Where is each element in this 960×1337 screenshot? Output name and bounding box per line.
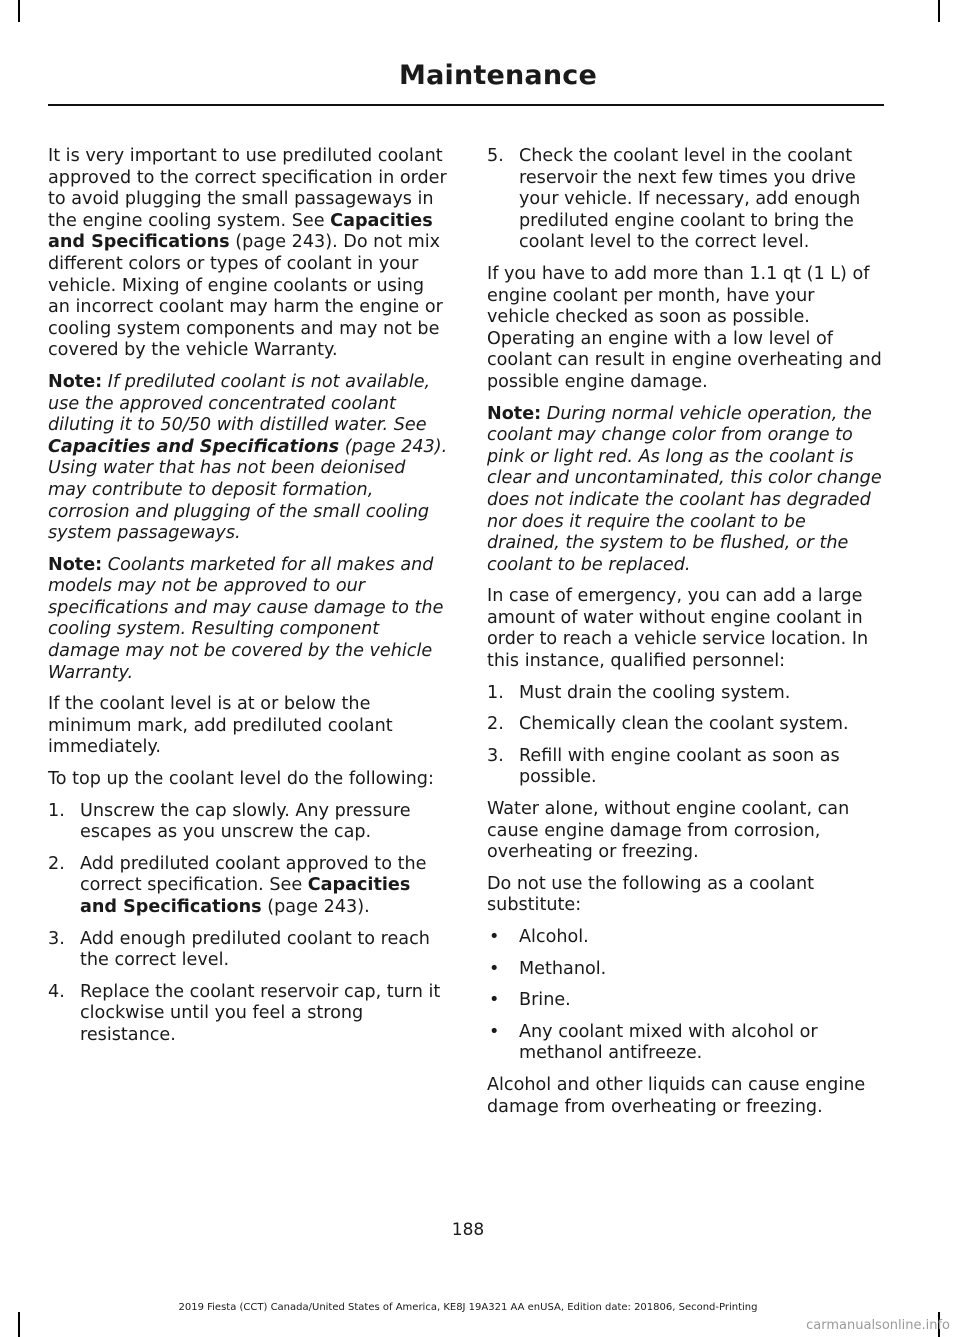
top-up-intro: To top up the coolant level do the following: — [48, 769, 434, 790]
note-coolants-marketed: Note: Coolants marketed for all makes and models may not be approved to our specifications and may cause damage to the cooling system. Resulting component damage may not be covered by the vehicle Warranty. — [48, 554, 444, 683]
footer-edition-info: 2019 Fiesta (CCT) Canada/United States of America, KE8J 19A321 AA enUSA, Edition date: 201806, Second-Printing — [178, 1302, 758, 1313]
top-up-steps — [48, 801, 448, 1047]
list-item: 3. Refill with engine coolant as soon as possible. — [487, 745, 840, 788]
substitute-intro: Do not use the following as a coolant substitute: — [487, 873, 815, 916]
note-color-change: Note: During normal vehicle operation, the coolant may change color from orange to pink or light red. As long as the coolant is clear and uncontaminated, this color change does not indicate the coolant has degraded nor does it require the coolant to be drained, the system to be flushed, or the coolant to be replaced. — [487, 403, 882, 575]
note-prediluted: Note: If prediluted coolant is not available, use the approved concentrated coolant diluting it to 50/50 with distilled water. See Capacities and Specifications (page 243). Using water that has not been deionised may contribute to deposit formation, corrosion and plugging of the small cooling system passageways. — [48, 371, 448, 544]
list-item: • Any coolant mixed with alcohol or methanol antifreeze. — [489, 1021, 818, 1064]
list-item: 5. Check the coolant level in the coolant reservoir the next few times you drive your vehicle. If necessary, add enough prediluted engine coolant to bring the coolant level to the correct level. — [487, 146, 861, 253]
list-item: 2. Chemically clean the coolant system. — [487, 714, 849, 735]
crop-mark-bottom-left — [18, 1312, 20, 1337]
substitute-list — [487, 927, 882, 1065]
capacities-link[interactable]: Capacities and Specifications — [48, 436, 340, 457]
list-item: • Alcohol. — [489, 927, 589, 947]
list-item: 1. Must drain the cooling system. — [487, 682, 791, 703]
watermark: carmanualsonline.info — [806, 1318, 950, 1333]
water-alone-paragraph: Water alone, without engine coolant, can cause engine damage from corrosion, overheating or freezing. — [487, 799, 850, 863]
header-divider — [48, 104, 884, 106]
emergency-steps — [487, 683, 882, 789]
list-item: • Methanol. — [489, 958, 607, 979]
coolant-intro-paragraph: It is very important to use prediluted coolant approved to the correct specification in order to avoid plugging the small passageways in the engine cooling system. See Capacities and Specifications (page 243). Do not mix different colors or types of coolant in your vehicle. Mixing of engine coolants or using an incorrect coolant may harm the engine or cooling system components and may not be covered by the vehicle Warranty. — [48, 146, 447, 361]
list-item: 4. Replace the coolant reservoir cap, turn it clockwise until you feel a strong resistance. — [48, 981, 441, 1045]
list-item: 2. Add prediluted coolant approved to the correct specification. See Capacities and Specifications (page 243). — [48, 853, 427, 917]
page-title: Maintenance — [399, 60, 597, 91]
alcohol-warning-paragraph: Alcohol and other liquids can cause engine damage from overheating or freezing. — [487, 1074, 866, 1117]
list-item: • Brine. — [489, 990, 571, 1011]
page-number: 188 — [451, 1220, 485, 1240]
top-up-steps-continued — [487, 146, 882, 254]
capacities-link[interactable]: Capacities and Specifications — [80, 875, 411, 917]
minimum-mark-paragraph: If the coolant level is at or below the minimum mark, add prediluted coolant immediately. — [48, 694, 393, 758]
crop-mark-top-left — [18, 0, 20, 22]
emergency-paragraph: In case of emergency, you can add a large amount of water without engine coolant in order to reach a vehicle service location. In this instance, qualified personnel: — [487, 586, 869, 672]
list-item: 1. Unscrew the cap slowly. Any pressure escapes as you unscrew the cap. — [48, 800, 411, 843]
list-item: 3. Add enough prediluted coolant to reach the correct level. — [48, 928, 430, 971]
coolant-consumption-paragraph: If you have to add more than 1.1 qt (1 L) of engine coolant per month, have your vehicle checked as soon as possible. Operating an engine with a low level of coolant can result in engine overheating and possible engine damage. — [487, 263, 882, 392]
left-column — [48, 146, 448, 1057]
crop-mark-top-right — [938, 0, 940, 22]
capacities-link[interactable]: Capacities and Specifications — [48, 210, 433, 253]
right-column — [487, 146, 882, 1128]
